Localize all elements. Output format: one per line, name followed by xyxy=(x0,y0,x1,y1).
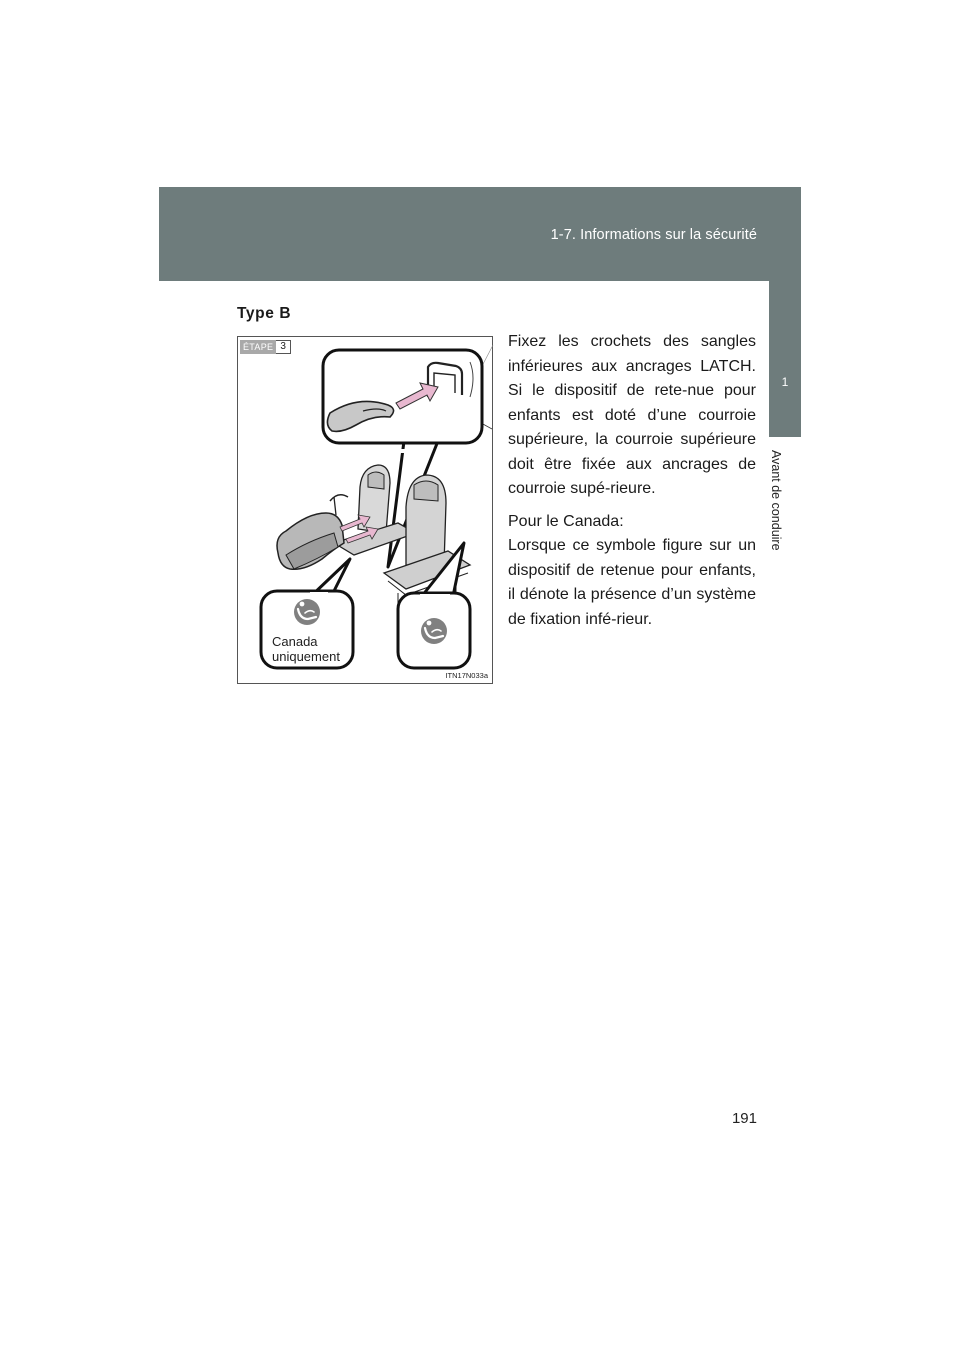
section-breadcrumb: 1-7. Informations sur la sécurité xyxy=(550,227,757,243)
canada-heading: Pour le Canada: xyxy=(508,512,624,530)
chapter-label: Avant de conduire xyxy=(769,450,783,551)
section-title: Type B xyxy=(237,305,292,322)
chapter-label-wrapper xyxy=(771,450,795,580)
page-number: 191 xyxy=(731,1110,757,1127)
step-badge xyxy=(240,340,291,354)
canada-label-line-1: Canada xyxy=(272,634,318,649)
chapter-tab xyxy=(769,187,801,437)
canada-paragraph: Lorsque ce symbole figure sur un dispositif de retenue pour enfants, il dénote la présence d’un système de fixation infé-rieur. xyxy=(508,537,756,628)
chapter-number: 1 xyxy=(781,375,789,389)
canada-label-line-2: uniquement xyxy=(272,649,340,664)
illustration-figure xyxy=(237,336,493,684)
chapter-tab-divider xyxy=(769,437,801,440)
child-seat-illustration xyxy=(238,337,494,685)
step-number: 3 xyxy=(276,340,291,354)
child-seat-symbol-icon xyxy=(421,618,447,644)
step-label: ÉTAPE xyxy=(240,340,276,354)
canada-only-label xyxy=(272,634,340,664)
child-seat-symbol-icon xyxy=(294,599,320,625)
figure-code: ITN17N033a xyxy=(445,671,488,680)
instruction-text xyxy=(508,330,756,640)
instruction-paragraph: Fixez les crochets des sangles inférieures aux ancrages LATCH. Si le dispositif de rete-nue pour enfants est doté d’une courroie supérieure, la courroie supérieure doit être fixée aux ancrages de courroie supé-rieure. xyxy=(508,333,756,497)
header-band xyxy=(159,187,801,281)
